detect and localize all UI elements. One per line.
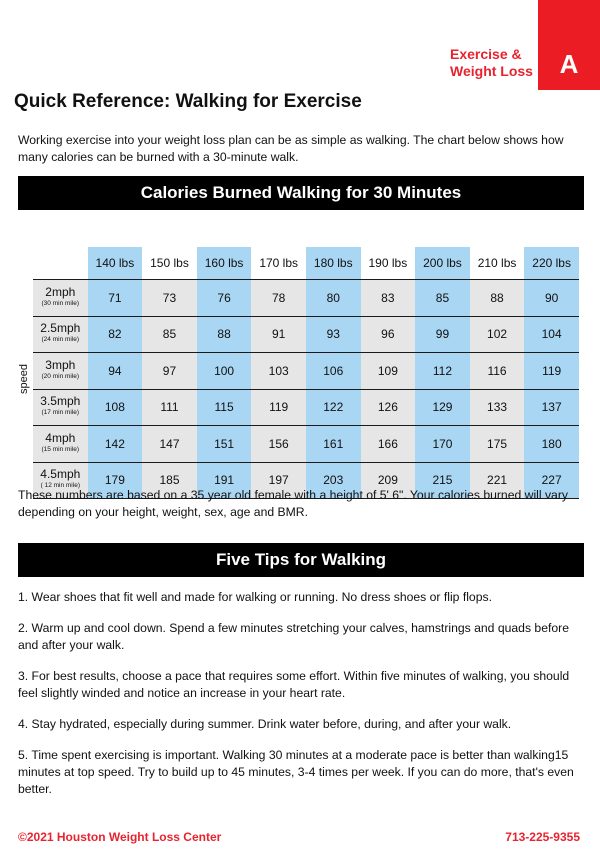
table-cell: 106 [306,353,361,390]
table-cell: 180 [524,426,579,463]
mile-pace: ( 12 min mile) [40,482,80,490]
tip-item: 1. Wear shoes that fit well and made for walking or running. No dress shoes or flip flops. [18,590,492,604]
speed-value: 3mph [45,357,76,372]
tips-list [18,589,584,812]
table-cell: 94 [88,353,143,390]
table-cell: 96 [361,316,416,353]
note-paragraph: These numbers are based on a 35 year old female with a height of 5' 6". Your calories burned will vary depending on your height, weight, sex, age and BMR. [18,488,568,519]
column-header: 160 lbs [197,247,252,280]
table-cell: 108 [88,389,143,426]
table-cell: 156 [251,426,306,463]
section-tag-label [450,46,540,80]
table-cell: 109 [361,353,416,390]
table-cell: 129 [415,389,470,426]
footer-copyright: ©2021 Houston Weight Loss Center [18,830,222,844]
table-cell: 82 [88,316,143,353]
table-cell: 103 [251,353,306,390]
table-cell: 126 [361,389,416,426]
table-cell: 100 [197,353,252,390]
table-row [33,280,579,317]
speed-value: 2mph [45,284,76,299]
table-cell: 88 [197,316,252,353]
table-cell: 93 [306,316,361,353]
table-cell: 111 [142,389,197,426]
table-header-row [33,247,579,280]
row-header [33,426,88,463]
table-cell: 90 [524,280,579,317]
column-header: 220 lbs [524,247,579,280]
table-cell: 115 [197,389,252,426]
row-header [33,389,88,426]
table-corner [33,247,88,280]
table-cell: 137 [524,389,579,426]
table-cell: 99 [415,316,470,353]
table-cell: 170 [415,426,470,463]
table-body [33,280,579,499]
table-cell: 116 [470,353,525,390]
mile-pace: (15 min mile) [41,445,80,453]
table-cell: 73 [142,280,197,317]
mile-pace: (20 min mile) [41,372,80,380]
table-cell: 122 [306,389,361,426]
section-letter-badge: A [538,0,600,90]
calories-table [33,247,579,499]
table-cell: 97 [142,353,197,390]
column-header: 210 lbs [477,256,517,270]
table-cell: 119 [524,353,579,390]
table-cell: 119 [251,389,306,426]
table-cell: 76 [197,280,252,317]
table-cell: 142 [88,426,143,463]
table-cell: 104 [524,316,579,353]
table-cell: 80 [306,280,361,317]
table-cell: 221 [470,462,525,499]
column-header: 190 lbs [368,256,408,270]
table-cell: 88 [470,280,525,317]
row-header [33,353,88,390]
table-cell: 191 [197,462,252,499]
table-cell: 151 [197,426,252,463]
column-header: 170 lbs [259,256,299,270]
table-cell: 179 [88,462,143,499]
page-title: Quick Reference: Walking for Exercise [14,91,362,112]
tip-item: 3. For best results, choose a pace that requires some effort. Within five minutes of walking, you should feel slightly winded and notice an increase in your heart rate. [18,669,570,700]
table-cell: 83 [361,280,416,317]
table-cell: 112 [415,353,470,390]
table-cell: 175 [470,426,525,463]
column-header: 200 lbs [415,247,470,280]
table-row [33,426,579,463]
row-header [33,280,88,317]
footer-phone: 713-225-9355 [505,830,580,844]
row-header [33,316,88,353]
intro-paragraph: Working exercise into your weight loss plan can be as simple as walking. The chart below shows how many calories can be burned with a 30-minute walk. [18,133,564,164]
table-cell: 147 [142,426,197,463]
column-header: 180 lbs [306,247,361,280]
table-cell: 166 [361,426,416,463]
table-cell: 71 [88,280,143,317]
tip-item: 5. Time spent exercising is important. Walking 30 minutes at a moderate pace is better than walking15 minutes at top speed. Try to build up to 45 minutes, 3-4 times per week. If you can do more, that's even better. [18,748,574,796]
speed-value: 4mph [45,430,76,445]
table-cell: 133 [470,389,525,426]
table-row [33,353,579,390]
column-header: 150 lbs [150,256,189,270]
table-cell: 227 [524,462,579,499]
table-cell: 102 [470,316,525,353]
tip-item: 4. Stay hydrated, especially during summer. Drink water before, during, and after your walk. [18,717,512,731]
column-header: 140 lbs [88,247,143,280]
tips-title-bar: Five Tips for Walking [18,543,584,577]
table-cell: 185 [142,462,197,499]
table-cell: 209 [361,462,416,499]
speed-axis-label: speed [18,364,30,394]
table-row [33,389,579,426]
section-tag-line1: Exercise & [450,46,522,62]
tip-item: 2. Warm up and cool down. Spend a few minutes stretching your calves, hamstrings and quads before and after your walk. [18,621,569,652]
mile-pace: (17 min mile) [41,409,80,417]
table-cell: 85 [415,280,470,317]
table-cell: 91 [251,316,306,353]
section-tag-line2: Weight Loss [450,63,533,79]
mile-pace: (30 min mile) [41,299,80,307]
table-row [33,316,579,353]
table-cell: 203 [306,462,361,499]
table-cell: 197 [251,462,306,499]
table-cell: 85 [142,316,197,353]
mile-pace: (24 min mile) [41,336,80,344]
table-cell: 161 [306,426,361,463]
chart-title-bar: Calories Burned Walking for 30 Minutes [18,176,584,210]
speed-value: 2.5mph [40,321,81,336]
table-cell: 78 [251,280,306,317]
table-cell: 215 [415,462,470,499]
speed-value: 4.5mph [40,467,81,482]
speed-value: 3.5mph [40,394,81,409]
